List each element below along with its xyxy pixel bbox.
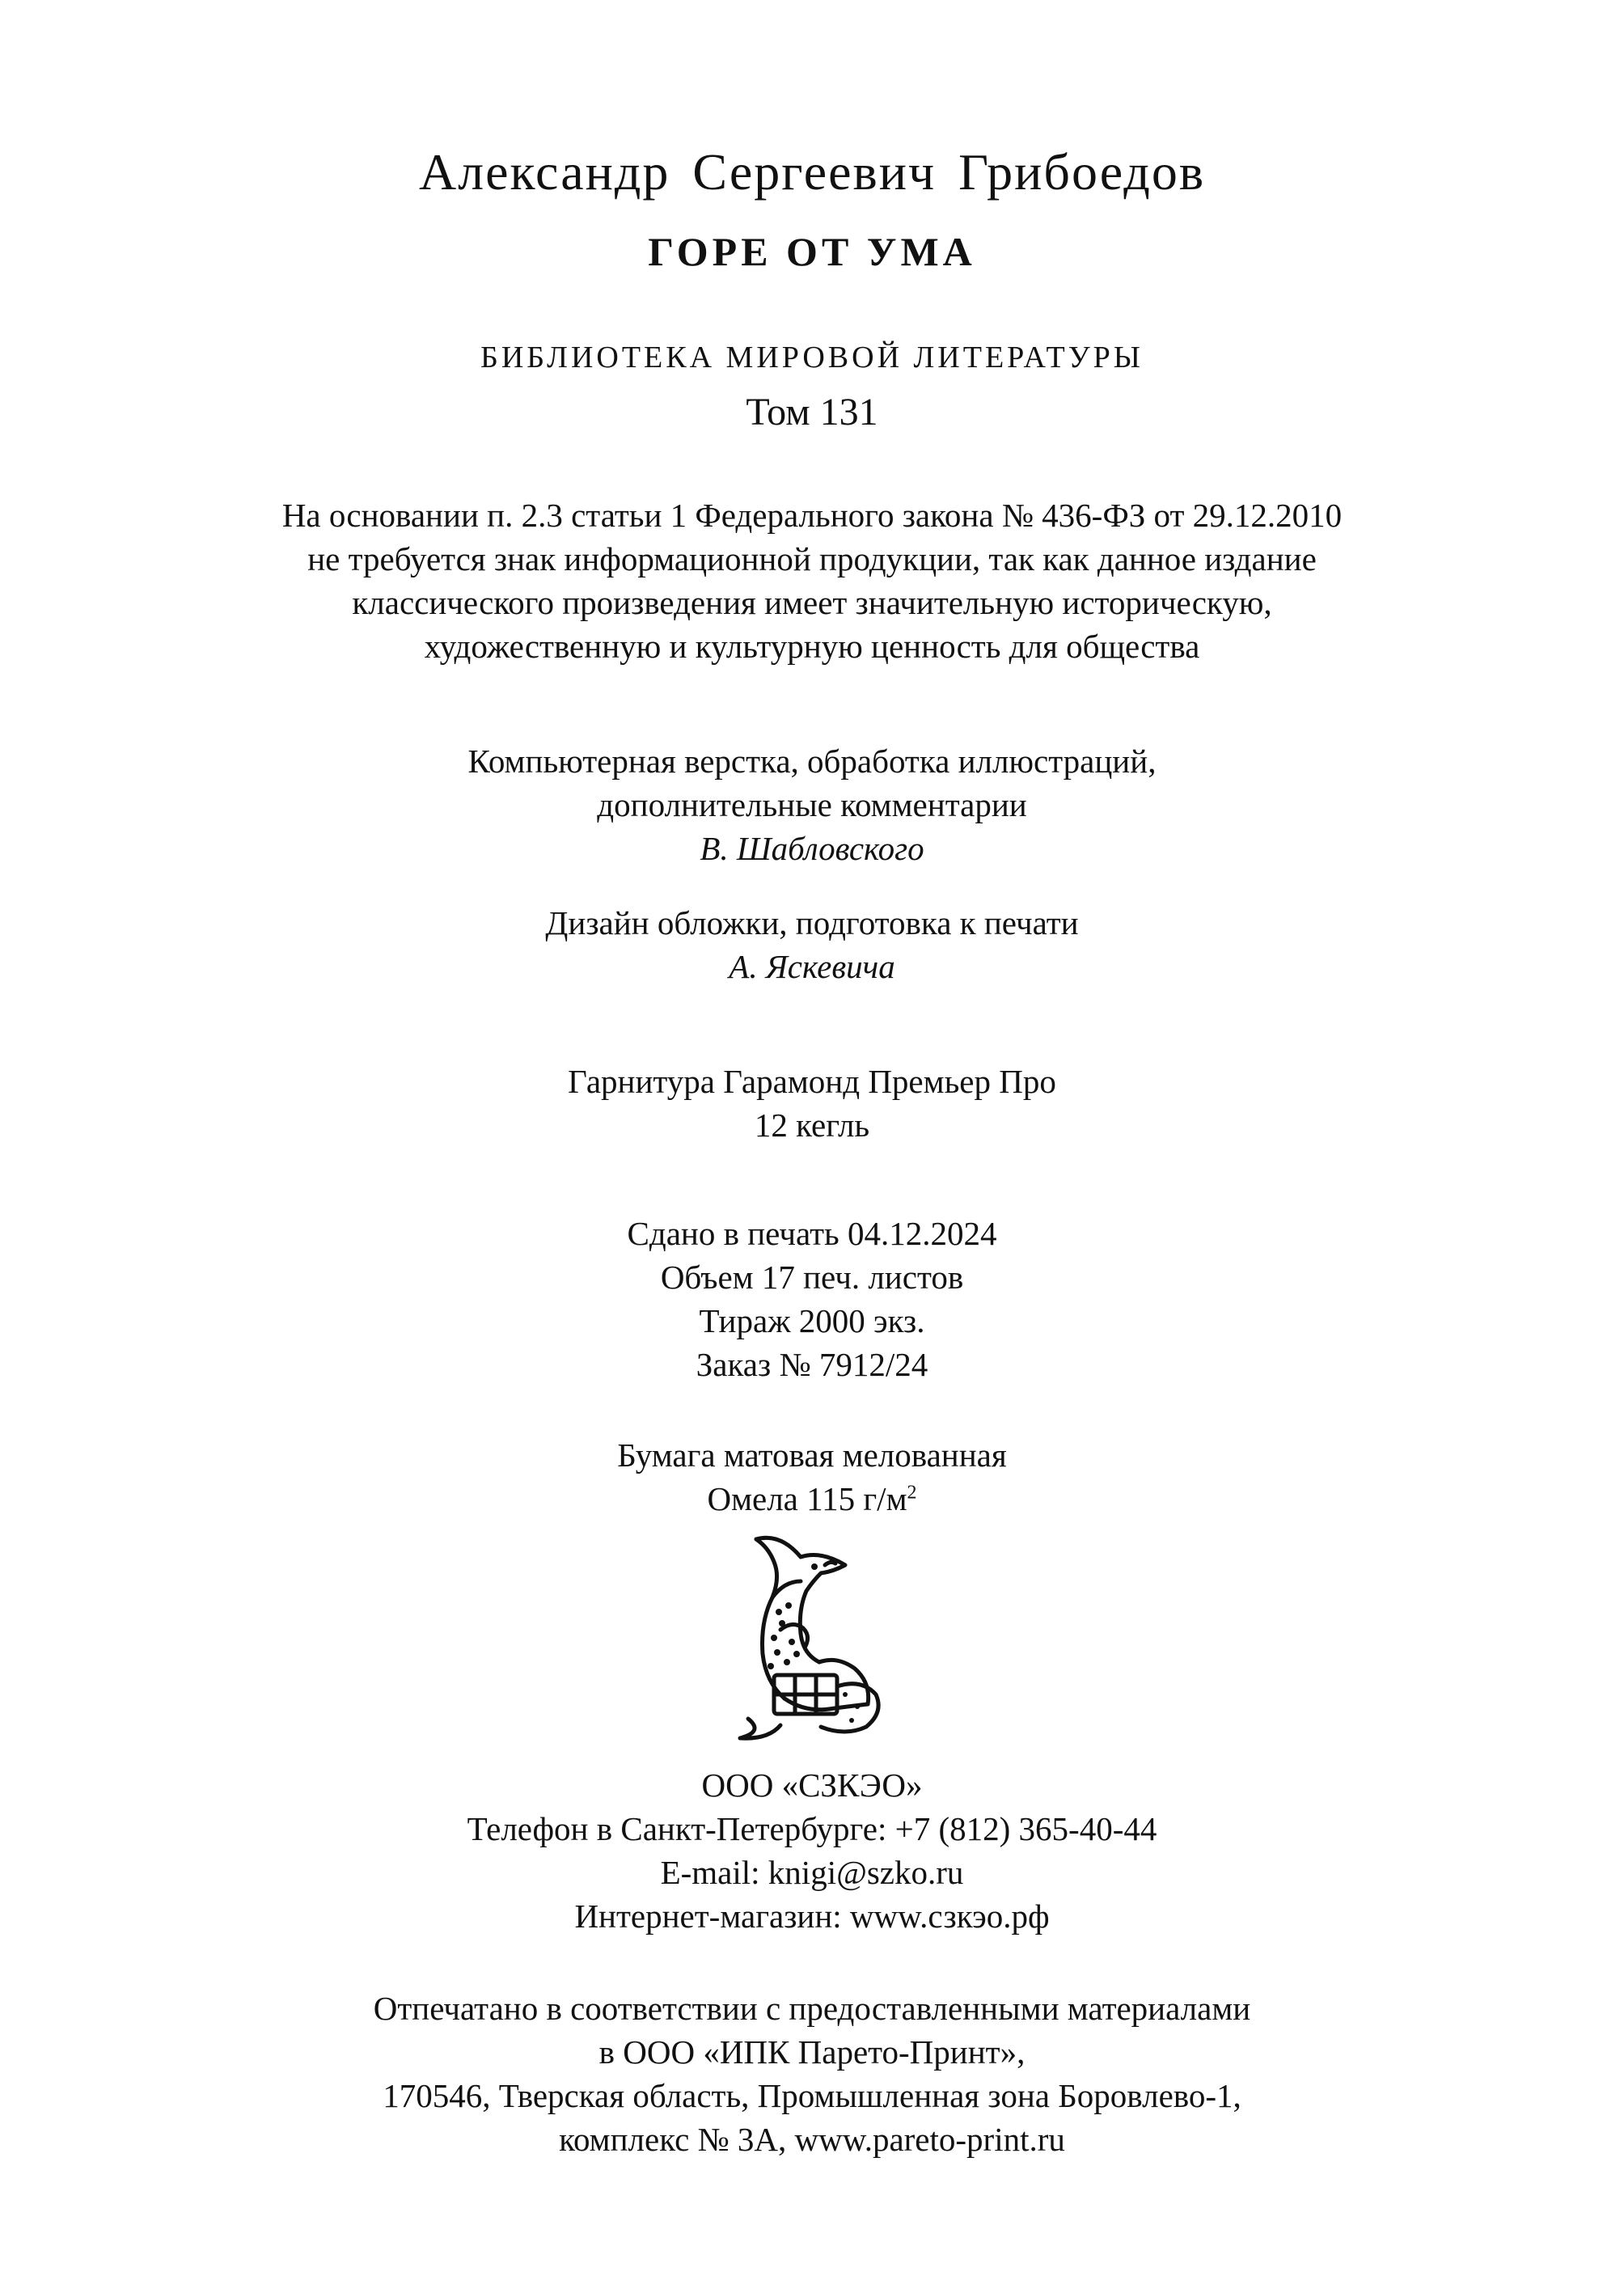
order-number: Заказ № 7912/24 [696, 1346, 928, 1383]
print-run: Тираж 2000 экз. [699, 1302, 925, 1339]
typeface-info: Гарнитура Гарамонд Премьер Про [568, 1063, 1056, 1100]
griffin-emblem-icon [724, 1533, 902, 1743]
layout-credit-role: дополнительные комментарии [597, 786, 1027, 823]
submitted-date: Сдано в печать 04.12.2024 [627, 1215, 997, 1252]
volume-number: Том 131 [746, 391, 878, 434]
paper-brand [0, 1477, 1624, 1521]
book-title: ГОРЕ ОТ УМА [648, 229, 976, 274]
legal-line: не требуется знак информационной продукции, так как данное издание [307, 540, 1317, 577]
printer-line: в ООО «ИПК Парето-Принт», [598, 2033, 1026, 2071]
printer-line: 170546, Тверская область, Промышленная зона Боровлево-1, [383, 2077, 1241, 2114]
author-name: Александр Сергеевич Грибоедов [418, 143, 1206, 201]
paper-brand-superscript: 2 [907, 1482, 917, 1504]
type-size-info: 12 кегль [754, 1106, 870, 1144]
design-credit-role: Дизайн обложки, подготовка к печати [545, 904, 1079, 941]
legal-line: художественную и культурную ценность для общества [424, 628, 1200, 665]
printer-line: комплекс № 3А, www.pareto-print.ru [559, 2121, 1065, 2158]
legal-line: На основании п. 2.3 статьи 1 Федерального закона № 436-ФЗ от 29.12.2010 [281, 497, 1343, 534]
paper-brand-text: Омела 115 г/м [707, 1480, 907, 1517]
legal-line: классического произведения имеет значительную историческую, [352, 584, 1272, 621]
publisher-shop: Интернет-магазин: www.сзкэо.рф [574, 1897, 1050, 1935]
publisher-phone: Телефон в Санкт-Петербурге: +7 (812) 365-40-44 [467, 1810, 1157, 1847]
publisher-name: ООО «СЗКЭО» [701, 1766, 923, 1804]
design-credit-person: А. Яскевича [729, 948, 895, 985]
sheet-count: Объем 17 печ. листов [660, 1259, 964, 1296]
printer-line: Отпечатано в соответствии с предоставленными материалами [373, 1990, 1251, 2027]
series-name: БИБЛИОТЕКА МИРОВОЙ ЛИТЕРАТУРЫ [480, 341, 1144, 374]
publisher-email: E-mail: knigi@szko.ru [660, 1854, 964, 1891]
layout-credit-person: В. Шабловского [700, 830, 924, 867]
layout-credit-role: Компьютерная верстка, обработка иллюстраций, [467, 742, 1157, 780]
paper-type: Бумага матовая мелованная [617, 1436, 1007, 1474]
